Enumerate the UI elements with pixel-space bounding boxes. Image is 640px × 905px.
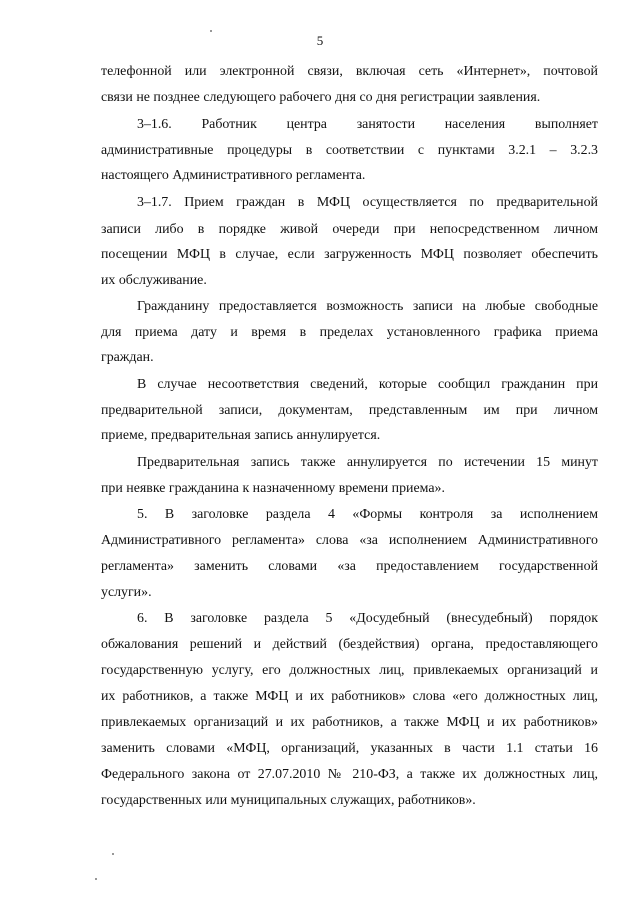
text-line: 6. В заголовке раздела 5 «Досудебный (внесудебный) порядок xyxy=(137,611,598,626)
page-number: 5 xyxy=(316,33,324,48)
text-line: при неявке гражданина к назначенному времени приема». xyxy=(101,481,445,496)
text-line: обжалования решений и действий (бездействия) органа, предоставляющего xyxy=(101,637,598,652)
text-line: привлекаемых организаций и их работников, а также МФЦ и их работников» xyxy=(101,715,598,730)
text-line: граждан. xyxy=(101,350,154,365)
scan-speck xyxy=(95,878,97,880)
text-line: для приема дату и время в пределах установленного графика приема xyxy=(101,325,598,340)
text-line: их работников, а также МФЦ и их работников» слова «его должностных лиц, xyxy=(101,689,598,704)
scan-speck xyxy=(210,30,212,32)
text-line: посещении МФЦ в случае, если загруженность МФЦ позволяет обеспечить xyxy=(101,247,598,262)
text-line: Административного регламента» слова «за исполнением Административного xyxy=(101,533,598,548)
text-line: записи либо в порядке живой очереди при непосредственном личном xyxy=(101,222,598,237)
scan-speck xyxy=(112,853,114,855)
text-line: приеме, предварительная запись аннулируется. xyxy=(101,428,381,443)
text-line: предварительной записи, документам, представленным им при личном xyxy=(101,403,598,418)
text-line: Предварительная запись также аннулируется по истечении 15 минут xyxy=(137,455,598,470)
text-line: их обслуживание. xyxy=(101,273,207,288)
text-line: В случае несоответствия сведений, которые сообщил гражданин при xyxy=(137,377,598,392)
text-line: административные процедуры в соответствии с пунктами 3.2.1 – 3.2.3 xyxy=(101,143,598,158)
text-line: государственных или муниципальных служащих, работников». xyxy=(101,793,476,808)
text-line: 3–1.6. Работник центра занятости населения выполняет xyxy=(137,117,598,132)
text-line: государственную услугу, его должностных лиц, привлекаемых организаций и xyxy=(101,663,598,678)
text-line: регламента» заменить словами «за предоставлением государственной xyxy=(101,559,598,574)
text-line: связи не позднее следующего рабочего дня со дня регистрации заявления. xyxy=(101,90,541,105)
text-line: услуги». xyxy=(101,585,152,600)
text-line: настоящего Административного регламента. xyxy=(101,168,366,183)
text-line: Гражданину предоставляется возможность записи на любые свободные xyxy=(137,299,598,314)
text-line: заменить словами «МФЦ, организаций, указанных в части 1.1 статьи 16 xyxy=(101,741,598,756)
text-line: телефонной или электронной связи, включая сеть «Интернет», почтовой xyxy=(101,64,598,79)
text-line: 3–1.7. Прием граждан в МФЦ осуществляется по предварительной xyxy=(137,195,598,210)
text-line: 5. В заголовке раздела 4 «Формы контроля за исполнением xyxy=(137,507,598,522)
text-line: Федерального закона от 27.07.2010 № 210-ФЗ, а также их должностных лиц, xyxy=(101,767,598,782)
